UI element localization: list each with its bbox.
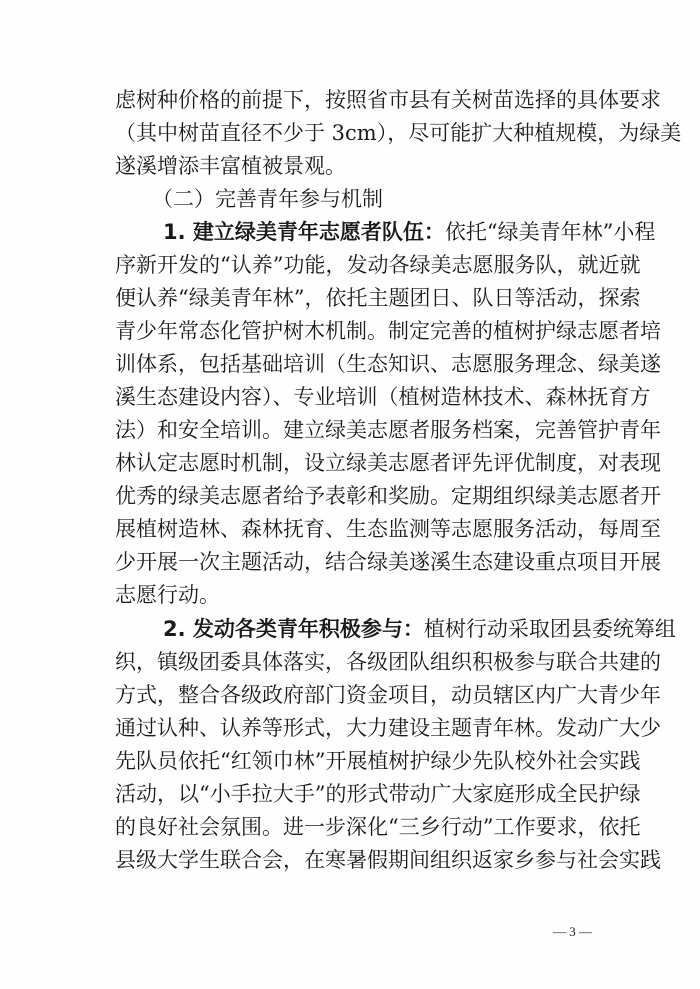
text-line: 遂溪增添丰富植被景观。	[115, 154, 346, 178]
text-line: 优秀的绿美志愿者给予表彰和奖励。定期组织绿美志愿者开	[115, 484, 661, 508]
text-line: 志愿行动。	[115, 583, 220, 607]
text-line: 少开展一次主题活动，结合绿美遂溪生态建设重点项目开展	[115, 550, 661, 574]
item-2-title: 2. 发动各类青年积极参与：	[163, 617, 424, 641]
text-line: 先队员依托“红领巾林”开展植树护绿少先队校外社会实践	[115, 749, 641, 773]
text-line: 林认定志愿时机制，设立绿美志愿者评先评优制度，对表现	[115, 451, 661, 475]
text-line: 青少年常态化管护树木机制。制定完善的植树护绿志愿者培	[115, 319, 661, 343]
text-line: 的良好社会氛围。进一步深化“三乡行动”工作要求，依托	[115, 815, 641, 839]
text-line: 县级大学生联合会，在寒暑假期间组织返家乡参与社会实践	[115, 848, 661, 872]
section-heading: （二）完善青年参与机制	[152, 187, 383, 211]
text-line: 通过认种、认养等形式，大力建设主题青年林。发动广大少	[115, 716, 661, 740]
text-line: 溪生态建设内容）、专业培训（植树造林技术、森林抚育方	[115, 385, 651, 409]
item-1-first-line	[163, 216, 656, 249]
text-line: 便认养“绿美青年林”，依托主题团日、队日等活动，探索	[115, 286, 641, 310]
item-1-title: 1. 建立绿美青年志愿者队伍：	[163, 220, 445, 244]
item-2-text: 植树行动采取团县委统筹组	[423, 617, 676, 641]
text-line: 序新开发的“认养”功能，发动各绿美志愿服务队，就近就	[115, 253, 641, 277]
text-line: 方式，整合各级政府部门资金项目，动员辖区内广大青少年	[115, 683, 661, 707]
item-1-text: 依托“绿美青年林”小程	[444, 220, 656, 244]
text-line: （其中树苗直径不少于 3cm），尽可能扩大种植规模，为绿美	[115, 121, 682, 145]
text-line: 展植树造林、森林抚育、生态监测等志愿服务活动，每周至	[115, 517, 661, 541]
text-line: 训体系，包括基础培训（生态知识、志愿服务理念、绿美遂	[115, 352, 661, 376]
text-line: 活动，以“小手拉大手”的形式带动广大家庭形成全民护绿	[115, 782, 641, 806]
text-line: 法）和安全培训。建立绿美志愿者服务档案，完善管护青年	[115, 418, 661, 442]
text-line: 织，镇级团委具体落实，各级团队组织积极参与联合共建的	[115, 650, 661, 674]
item-2-first-line	[163, 613, 676, 646]
page-number: — 3 —	[553, 924, 592, 939]
text-line: 虑树种价格的前提下，按照省市县有关树苗选择的具体要求	[115, 88, 661, 112]
